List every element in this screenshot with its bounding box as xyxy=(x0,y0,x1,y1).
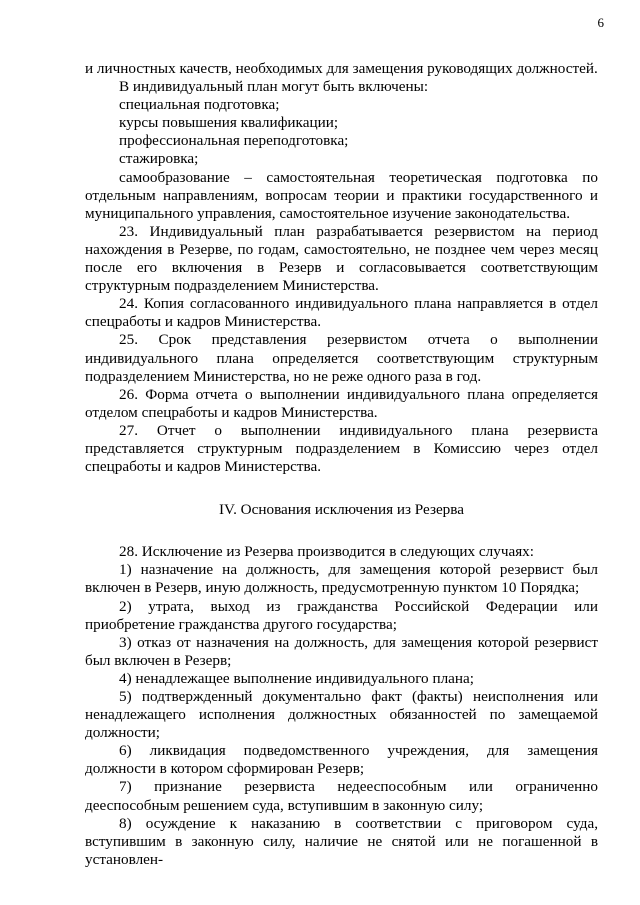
page-content xyxy=(85,60,598,869)
exclusion-item: 7) признание резервиста недееспособным или ограниченно дееспособным решением суда, вступившим в законную силу; xyxy=(85,778,598,814)
plan-item: самообразование – самостоятельная теоретическая подготовка по отдельным направлениям, вопросам теории и практики государственного и муниципального управления, самостоятельное изучение законодательства. xyxy=(85,168,598,222)
plan-item: стажировка; xyxy=(119,150,199,168)
clause-27: 27. Отчет о выполнении индивидуального плана резервиста представляется структурным подразделением в Комиссию через отдел спецработы и кадров Министерства. xyxy=(85,421,598,476)
section-heading: IV. Основания исключения из Резерва xyxy=(219,501,464,519)
plan-item: курсы повышения квалификации; xyxy=(119,114,339,132)
exclusion-item: 3) отказ от назначения на должность, для замещения которой резервист был включен в Резерв; xyxy=(85,633,598,669)
clause-23: 23. Индивидуальный план разрабатывается резервистом на период нахождения в Резерве, по годам, самостоятельно, не позднее чем через месяц после его включения в Резерв и согласовывается соответствующим структурным подразделением Министерства. xyxy=(85,222,598,295)
exclusion-item: 2) утрата, выход из гражданства Российской Федерации или приобретение гражданства другого государства; xyxy=(85,597,598,633)
page-number: 6 xyxy=(597,15,604,30)
exclusion-item: 6) ликвидация подведомственного учреждения, для замещения должности в котором сформирован Резерв; xyxy=(85,742,598,778)
exclusion-item: 5) подтвержденный документально факт (факты) неисполнения или ненадлежащего исполнения должностных обязанностей по замещаемой должности; xyxy=(85,688,598,742)
continuation-paragraph: и личностных качеств, необходимых для замещения руководящих должностей. xyxy=(85,60,598,77)
clause-26: 26. Форма отчета о выполнении индивидуального плана определяется отделом спецработы и кадров Министерства. xyxy=(85,385,598,421)
plan-item: профессиональная переподготовка; xyxy=(119,132,349,150)
exclusion-item: 4) ненадлежащее выполнение индивидуального плана; xyxy=(119,669,474,687)
clause-25: 25. Срок представления резервистом отчета о выполнении индивидуального плана определяется соответствующим структурным подразделением Министерства, но не реже одного раза в год. xyxy=(85,331,598,385)
plan-intro: В индивидуальный план могут быть включены: xyxy=(119,78,429,96)
plan-item: специальная подготовка; xyxy=(119,96,280,114)
exclusion-item: 8) осуждение к наказанию в соответствии с приговором суда, вступившим в законную силу, наличие не снятой или не погашенной в установлен- xyxy=(85,814,598,868)
clause-24: 24. Копия согласованного индивидуального плана направляется в отдел спецработы и кадров Министерства. xyxy=(85,295,598,331)
clause-28-intro: 28. Исключение из Резерва производится в следующих случаях: xyxy=(119,543,534,561)
exclusion-item: 1) назначение на должность, для замещения которой резервист был включен в Резерв, иную должность, предусмотренную пунктом 10 Порядка; xyxy=(85,561,598,597)
